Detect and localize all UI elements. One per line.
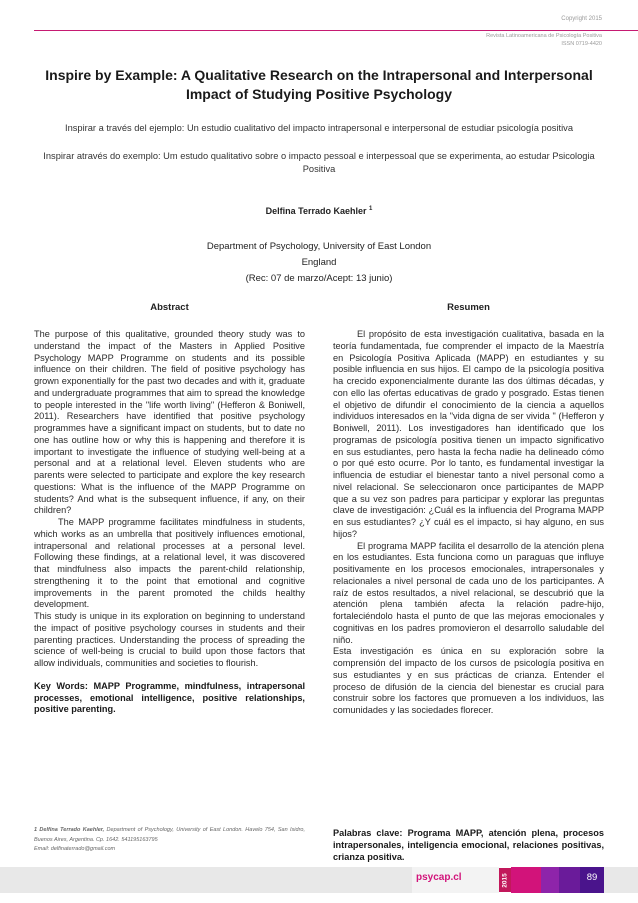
footer-segment <box>604 867 638 893</box>
journal-info <box>486 33 602 49</box>
footer-year-badge <box>499 868 511 892</box>
affiliation-country: England <box>301 257 337 268</box>
resumen-heading: Resumen <box>447 302 490 313</box>
footer-year: 2015 <box>501 872 509 888</box>
footnote-affiliation <box>34 826 305 845</box>
resumen-keywords: Palabras clave: Programa MAPP, atención plena, procesos intrapersonales, inteligencia emocional, relaciones positivas, crianza positiva. <box>333 828 604 862</box>
abstract-keywords: Key Words: MAPP Programme, mindfulness, intrapersonal processes, emotional intelligence, positive relationships, positive parenting. <box>34 680 305 715</box>
resumen-paragraph: El programa MAPP facilita el desarrollo de la atención plena en los estudiantes. Esta funciona como un paraguas que influye positivamente en los procesos emocionales, intrapersonales y relacionales a nivel personal de cada uno de los participantes. A raíz de estos resultados, a nivel relacional, se descubrió que la atención plena también afecta la relación padre-hijo, fortaleciéndolo hasta el punto de que las mejoras emocionales y cognitivas en los padres promovieron el desarrollo saludable del niño. <box>333 540 604 645</box>
header-rule <box>34 30 638 31</box>
resumen-paragraph: Esta investigación es única en su exploración sobre la comprensión del impacto de los cursos de psicología positiva en sus estudiantes y en sus prácticas de crianza. Entender el proceso de difusión de la ciencia del bienestar es crucial para construir sobre los factores que promueven a los individuos, las comunidades y las sociedades florecer. <box>333 646 604 715</box>
abstract-column <box>34 302 305 716</box>
resumen-paragraph: El propósito de esta investigación cualitativa, basada en la teoría fundamentada, fue comprender el impacto de la Maestría en Psicología Positiva Aplicada (MAPP) en estudiantes y su posible influencia en sus hijos. El campo de la psicología positiva ha crecido exponencialmente durante las dos últimas décadas, y con ello las ofertas educativas de grado y posgrado. Estas tienen el objetivo de difundir el conocimiento de la ciencia a aquellos individuos interesados en la "vida digna de ser vivida " (Hefferon y Boniwell, 2011). Los investigadores han identificado que los programas de psicología positiva tienen un impacto significativo en sus estudiantes, pero hasta la fecha nadie ha delineado cómo o por qué esto ocurre. Por lo tanto, es fundamental investigar la influencia de estudiar el bienestar tanto a nivel personal como a nivel relacional. Se seleccionaron once participantes de MAPP que a su vez son padres para participar y explorar las preguntas clave de investigación: ¿Cuál es la influencia del Programa MAPP en sus estudiantes? ¿Y cuál es el impacto, si hay alguno, en sus hijos? <box>333 329 604 539</box>
author-line <box>0 206 638 216</box>
footnote-text: Department of Psychology, University of East London. Havelo 754, San Isidro, Buenos Aires, Argentina. Cp. 1642. 541195163795 <box>34 827 306 843</box>
article-title-es: Inspirar a través del ejemplo: Un estudio cualitativo del impacto intrapersonal e interpersonal de estudiar psicología positiva <box>65 123 573 133</box>
author-name: Delfina Terrado Kaehler <box>265 206 367 216</box>
footer-color-bar <box>0 867 638 893</box>
footer-segment <box>559 867 580 893</box>
author-footnote-marker: 1 <box>369 206 373 212</box>
footer-segment <box>541 867 559 893</box>
footnote <box>34 826 305 855</box>
abstract-heading: Abstract <box>150 302 189 313</box>
abstract-body <box>34 329 305 716</box>
abstract-paragraph: The purpose of this qualitative, grounded theory study was to understand the impact of the Masters in Applied Positive Psychology MAPP Programme on students and its possible influence on their children. The field of positive psychology has grown exponentially for the past two decades and with it, graduate and undergraduate programmes that aim to spread the knowledge to people interested in the "life worth living" (Hefferon & Boniwell, 2011). Researchers have identified that positive psychology programmes have a significant impact on students, but to date no one has outline how or why this is happening and therefore it is important to investigate the influence of studying well-being at a personal and at a relational level. Eleven students who are parents were selected to participate and explore the key research questions: What is the influence of the MAPP Programme on students? And what is the subsequent influence, if any, on their children? <box>34 329 305 516</box>
abstract-paragraph: The MAPP programme facilitates mindfulness in students, which works as an umbrella that positively influences emotional, intrapersonal and relational processes at a personal level. Following these findings, at a relational level, it was discovered that mindfulness also impacts the parent-child relationship, strengthening it to the point that emotional and cognitive improvements in the parent promoted the childs healthy development. <box>34 517 305 610</box>
footnote-email: Email: delfinaterrado@gmail.com <box>34 846 116 852</box>
abstract-paragraph: This study is unique in its exploration on beginning to understand the impact of positive psychology courses in students and their parenting practices. Understanding the process of spreading the science of well-being is crucial to build upon those factors that allow individuals, communities and societies to flourish. <box>34 611 305 668</box>
received-accepted-dates: (Rec: 07 de marzo/Acept: 13 junio) <box>245 273 393 284</box>
article-title-pt: Inspirar através do exemplo: Um estudo qualitativo sobre o impacto pessoal e interpessoal que se experimenta, ao estudar Psicologia Positiva <box>43 151 595 174</box>
journal-issn: ISSN 0719-4420 <box>561 40 602 47</box>
journal-name: Revista Latinoamericana de Psicología Positiva <box>486 33 602 39</box>
resumen-body <box>333 329 604 717</box>
footnote-author: 1 Delfina Terrado Kaehler, <box>34 827 105 833</box>
footer-site-link[interactable]: psycap.cl <box>416 872 462 883</box>
affiliation-department: Department of Psychology, University of East London <box>206 241 432 252</box>
footer-segment <box>0 867 412 893</box>
page-number: 89 <box>586 872 598 883</box>
resumen-column <box>333 302 604 717</box>
footer-segment <box>511 867 541 893</box>
article-title: Inspire by Example: A Qualitative Research on the Intrapersonal and Interpersonal Impact of Studying Positive Psychology <box>45 67 593 102</box>
copyright-label: Copyright 2015 <box>561 16 602 22</box>
